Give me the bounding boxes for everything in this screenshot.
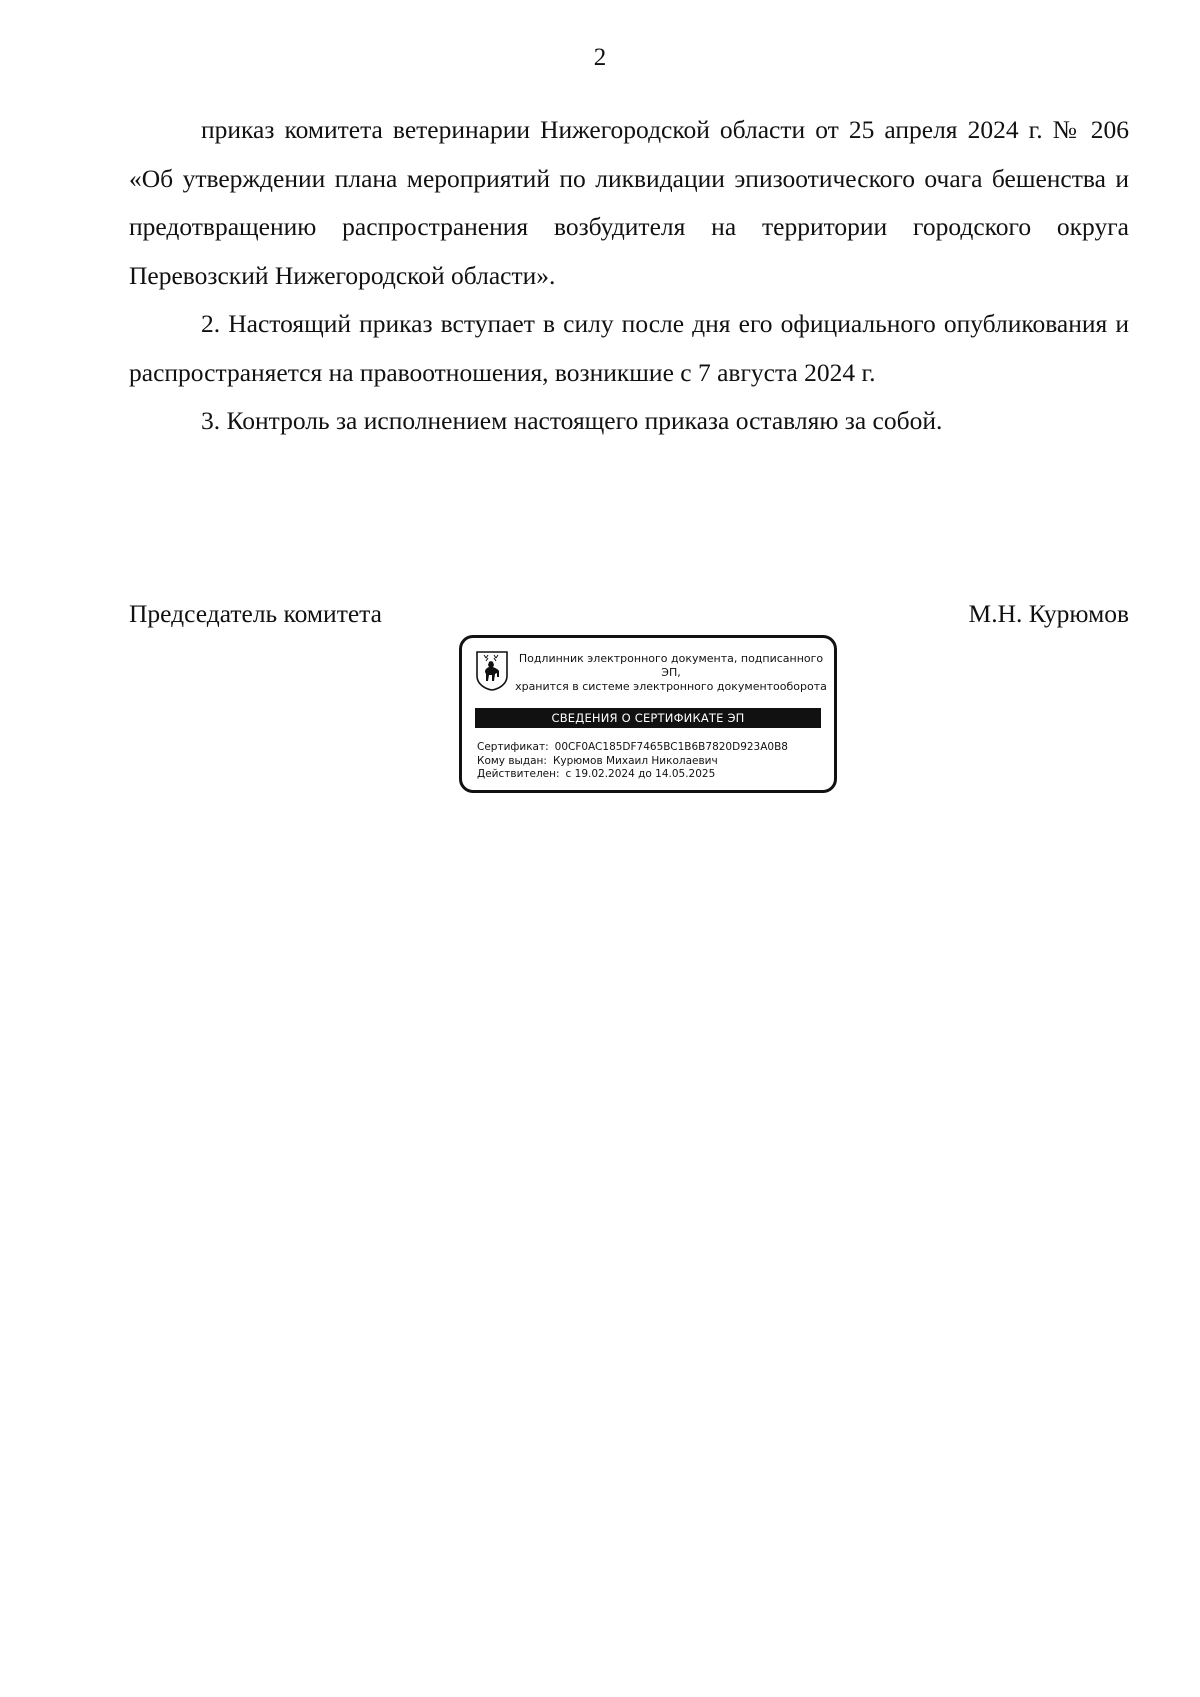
signatory-name: М.Н. Курюмов <box>968 599 1129 628</box>
document-body <box>129 106 1129 446</box>
stamp-header-line-2: хранится в системе электронного документооборота <box>515 680 827 693</box>
deer-coat-of-arms-icon <box>475 650 509 692</box>
signatory-position: Председатель комитета <box>129 599 382 628</box>
issued-to-label: Кому выдан: <box>477 754 547 767</box>
stamp-header <box>512 652 830 694</box>
electronic-signature-stamp <box>459 635 837 793</box>
issued-to-row <box>477 755 827 769</box>
issued-to-value: Курюмов Михаил Николаевич <box>552 754 718 767</box>
validity-row <box>477 768 827 782</box>
validity-label: Действителен: <box>477 768 560 780</box>
page-number: 2 <box>593 44 607 71</box>
stamp-certificate-details <box>477 741 827 782</box>
paragraph-control: 3. Контроль за исполнением настоящего приказа оставляю за собой. <box>201 406 943 435</box>
certificate-value: 00CF0AC185DF7465BC1B6B7820D923A0B8 <box>554 741 788 753</box>
certificate-row <box>477 741 827 755</box>
stamp-certificate-title: СВЕДЕНИЯ О СЕРТИФИКАТЕ ЭП <box>475 708 821 728</box>
paragraph-effective-date: 2. Настоящий приказ вступает в силу после дня его официального опубликования и распространяется на правоотношения, возникшие с 7 августа 2024 г. <box>129 309 1129 387</box>
certificate-label: Сертификат: <box>477 741 549 753</box>
validity-value: с 19.02.2024 до 14.05.2025 <box>565 768 716 780</box>
stamp-header-line-1: Подлинник электронного документа, подписанного ЭП, <box>518 652 824 679</box>
signature-block <box>129 599 1129 629</box>
paragraph-order-reference: приказ комитета ветеринарии Нижегородской области от 25 апреля 2024 г. № 206 «Об утверждении плана мероприятий по ликвидации эпизоотического очага бешенства и предотвращению распространения возбудителя на территории городского округа Перевозский Нижегородской области». <box>129 115 1129 290</box>
